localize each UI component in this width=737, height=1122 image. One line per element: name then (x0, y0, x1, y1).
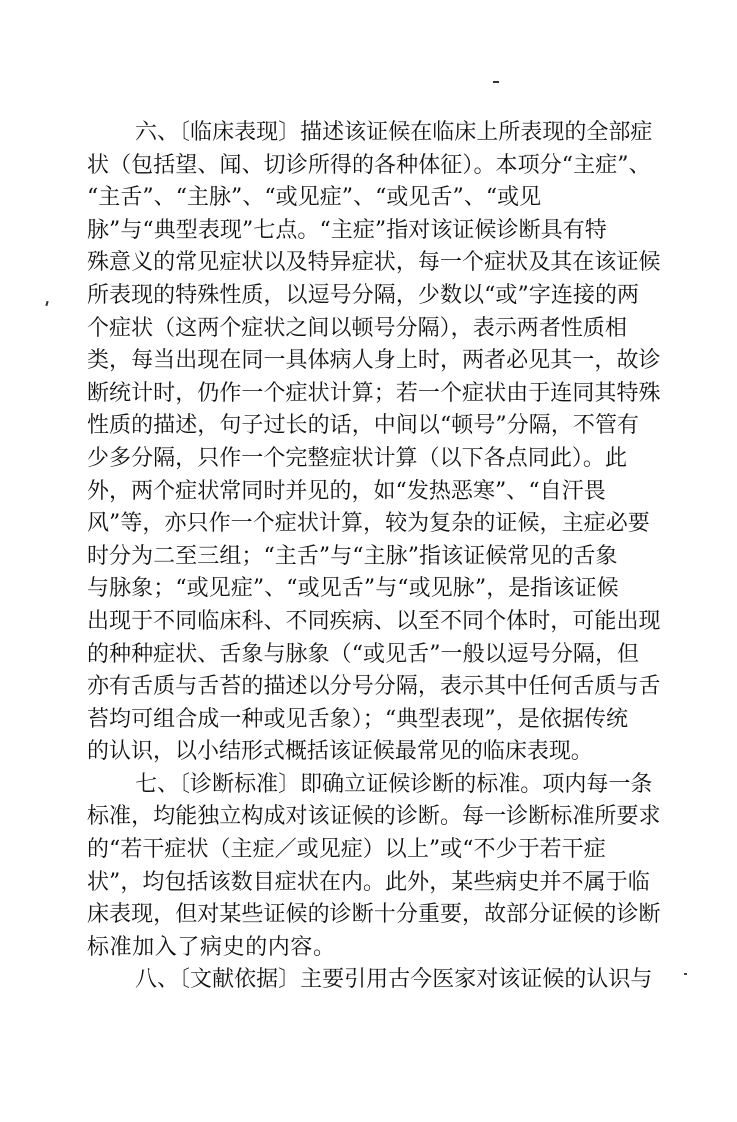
body-text (87, 117, 677, 997)
text-line: 的种种症状、舌象与脉象（“或见舌”一般以逗号分隔，但 (87, 641, 640, 667)
text-line: 亦有舌质与舌苔的描述以分号分隔，表示其中任何舌质与舌 (87, 674, 661, 700)
text-line: 殊意义的常见症状以及特异症状，每一个症状及其在该证候 (87, 250, 661, 276)
paragraph-start-line: 七、〔诊断标准〕即确立证候诊断的标准。项内每一条 (135, 771, 653, 797)
margin-mark (45, 301, 48, 306)
text-line: 个症状（这两个症状之间以顿号分隔），表示两者性质相 (87, 315, 628, 341)
text-line: 风”等，亦只作一个症状计算，较为复杂的证候，主症必要 (87, 511, 650, 537)
text-line: 所表现的特殊性质，以逗号分隔，少数以“或”字连接的两 (87, 282, 640, 308)
text-line: “主舌”、“主脉”、“或见症”、“或见舌”、“或见 (87, 185, 542, 211)
text-line: 的“若干症状（主症／或见症）以上”或“不少于若干症 (87, 837, 606, 863)
text-line: 床表现，但对某些证候的诊断十分重要，故部分证候的诊断 (87, 902, 661, 928)
text-line: 状（包括望、闻、切诊所得的各种体征）。本项分“主症”、 (87, 152, 651, 178)
text-line: 标准加入了病史的内容。 (87, 934, 336, 960)
text-line: 状”，均包括该数目症状在内。此外，某些病史并不属于临 (87, 869, 650, 895)
text-line: 外，两个症状常同时并见的，如“发热恶寒”、“自汗畏 (87, 478, 606, 504)
text-line: 与脉象；“或见症”、“或见舌”与“或见脉”，是指该证候 (87, 576, 619, 602)
page-mark-right (684, 973, 687, 975)
paragraph-start-line: 八、〔文献依据〕主要引用古今医家对该证候的认识与 (135, 967, 653, 993)
text-line: 性质的描述，句子过长的话，中间以“顿号”分隔，不管有 (87, 413, 640, 439)
text-line: 标准，均能独立构成对该证候的诊断。每一诊断标准所要求 (87, 804, 661, 830)
text-line: 时分为二至三组；“主舌”与“主脉”指该证候常见的舌象 (87, 543, 618, 569)
text-line: 少多分隔，只作一个完整症状计算（以下各点同此）。此 (87, 445, 628, 471)
paragraph-start-line: 六、〔临床表现〕描述该证候在临床上所表现的全部症 (135, 120, 653, 145)
text-line: 类，每当出现在同一具体病人身上时，两者必见其一，故诊 (87, 348, 661, 374)
text-line: 的认识，以小结形式概括该证候最常见的临床表现。 (87, 739, 593, 765)
page-mark-top (493, 81, 499, 83)
text-line: 苔均可组合成一种或见舌象）；“典型表现”，是依据传统 (87, 706, 629, 732)
text-line: 断统计时，仍作一个症状计算；若一个症状由于连同其特殊 (87, 380, 661, 406)
text-line: 出现于不同临床科、不同疾病、以至不同个体时，可能出现 (87, 608, 661, 634)
text-line: 脉”与“典型表现”七点。“主症”指对该证候诊断具有特 (87, 217, 607, 243)
